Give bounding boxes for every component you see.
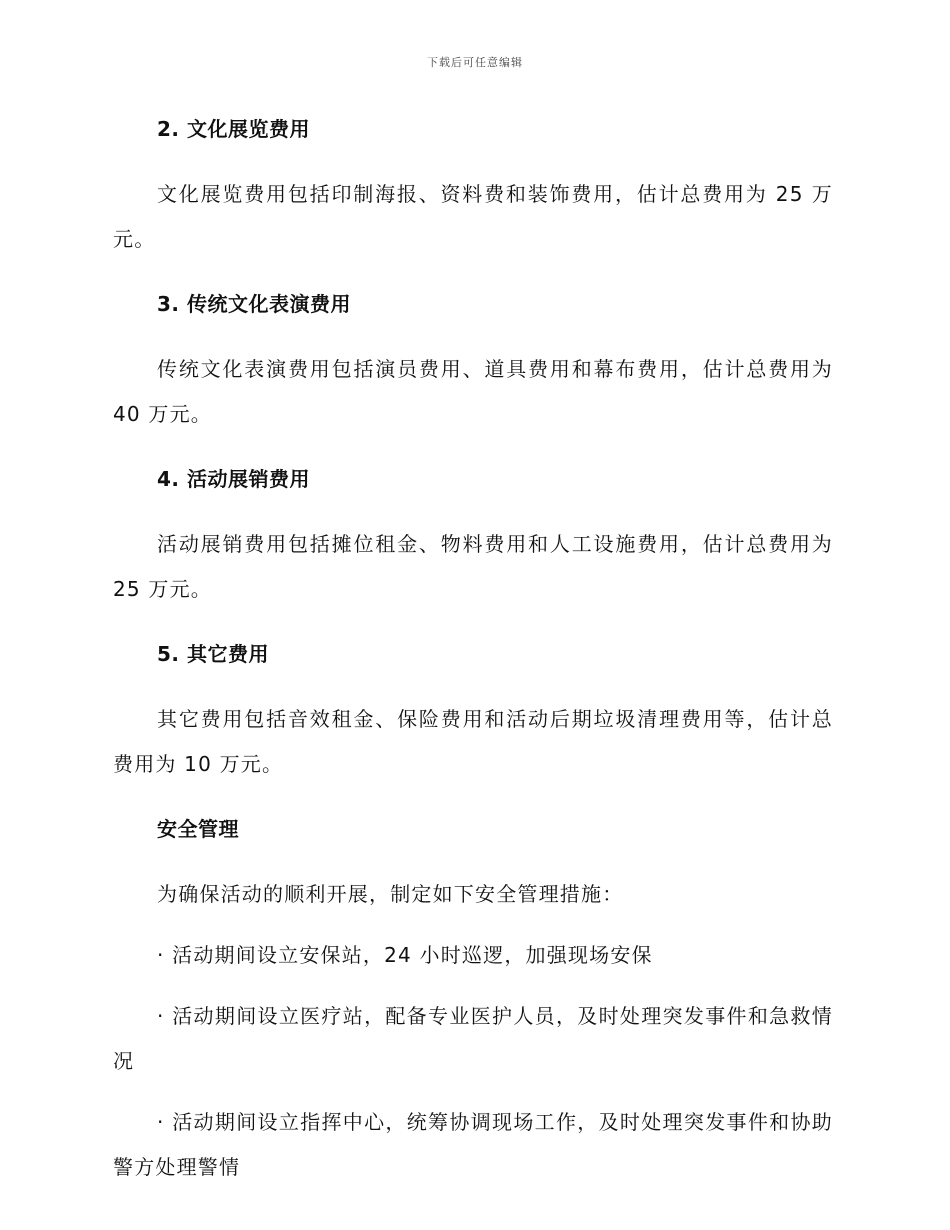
- section-body-exhibition: 文化展览费用包括印制海报、资料费和装饰费用，估计总费用为 25 万元。: [113, 182, 833, 251]
- section-heading-performance: 3. 传统文化表演费用: [157, 292, 351, 316]
- page-header-note: 下载后可任意编辑: [427, 56, 523, 69]
- safety-bullet-medical: · 活动期间设立医疗站，配备专业医护人员，及时处理突发事件和急救情况: [113, 1004, 833, 1073]
- section-body-other: 其它费用包括音效租金、保险费用和活动后期垃圾清理费用等，估计总费用为 10 万元。: [113, 707, 833, 776]
- safety-bullet-security: · 活动期间设立安保站，24 小时巡逻，加强现场安保: [157, 943, 653, 967]
- section-heading-sales: 4. 活动展销费用: [157, 467, 310, 491]
- section-heading-other: 5. 其它费用: [157, 642, 269, 666]
- document-body: [113, 114, 833, 1190]
- section-body-performance: 传统文化表演费用包括演员费用、道具费用和幕布费用，估计总费用为 40 万元。: [113, 357, 833, 426]
- section-body-sales: 活动展销费用包括摊位租金、物料费用和人工设施费用，估计总费用为 25 万元。: [113, 532, 833, 601]
- section-heading-safety: 安全管理: [157, 817, 239, 841]
- safety-intro: 为确保活动的顺利开展，制定如下安全管理措施：: [157, 882, 624, 906]
- safety-bullet-command: · 活动期间设立指挥中心，统筹协调现场工作，及时处理突发事件和协助警方处理警情: [113, 1110, 833, 1179]
- section-heading-exhibition: 2. 文化展览费用: [157, 117, 310, 141]
